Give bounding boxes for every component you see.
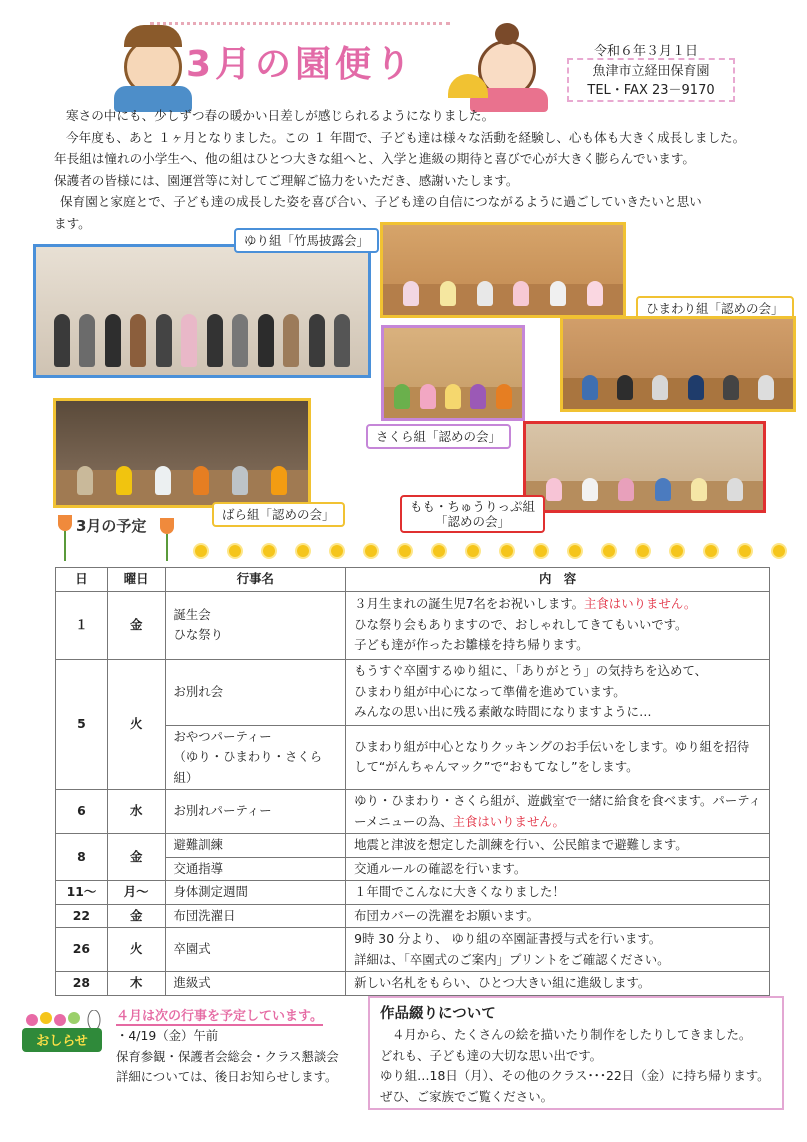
event-name: 誕生会 [173, 606, 211, 622]
row-weekday: 金 [107, 591, 165, 659]
row-weekday: 火 [107, 928, 165, 972]
school-name: 魚津市立経田保育園 [592, 64, 710, 79]
detail-text: 詳細は、「卒園式のご案内」プリントをご確認ください。 [354, 951, 670, 967]
header-decoration [150, 22, 450, 25]
intro-line: 寒さの中にも、少しずつ春の暖かい日差しが感じられるようになりました。 [66, 108, 495, 123]
row-detail [346, 659, 770, 725]
row-day: １ [56, 591, 108, 659]
row-day: 28 [56, 972, 108, 996]
detail-text: みんなの思い出に残る素敵な時間になりますように… [354, 704, 652, 720]
table-row [56, 904, 770, 928]
issue-date: 令和６年３月１日 [594, 44, 699, 59]
photo-himawari-top [380, 222, 626, 318]
detail-text: ーメニューの為、 [354, 813, 453, 829]
intro-line: 保護者の皆様には、園運営等に対してご理解ご協力をいただき、感謝いたします。 [54, 172, 519, 188]
row-day: 11～ [56, 881, 108, 905]
row-day: 8 [56, 834, 108, 881]
photo-sakura [381, 325, 525, 421]
notice-sign-label: おしらせ [36, 1034, 88, 1049]
detail-text: 子ども達が作ったお雛様を持ち帰ります。 [354, 637, 589, 653]
tulip-stem [64, 531, 66, 561]
photo-yuri-group [33, 244, 371, 378]
detail-text: 9時 30 分より、 ゆり組の卒園証書授与式を行います。 [354, 931, 662, 946]
row-weekday: 火 [107, 659, 165, 790]
row-event: 卒園式 [165, 928, 346, 972]
intro-text [54, 105, 784, 234]
event-name: ひな祭り [173, 627, 224, 642]
table-row [56, 790, 770, 834]
alert-text: 主食はいりません。 [452, 813, 565, 829]
detail-text: ひまわり組が中心となりクッキングのお手伝いをします。ゆり組を招待 [354, 738, 750, 754]
intro-line: 今年度も、あと １ヶ月となりました。この １ 年間で、子ども達は様々な活動を経験し、心も体も大きく成長しました。 [66, 129, 746, 145]
header-event: 行事名 [165, 568, 346, 592]
detail-text: ゆり・ひまわり・さくら組が、遊戯室で一緒に給食を食べます。パーティ [354, 793, 761, 808]
page-title: 3月の園便り [186, 44, 416, 85]
row-detail: 新しい名札をもらい、ひとつ大きい組に進級します。 [346, 972, 770, 996]
works-line: ぜひ、ご家族でご覧ください。 [380, 1088, 553, 1104]
dandelion-border [195, 545, 785, 557]
table-row [56, 972, 770, 996]
caption-himawari: ひまわり組「認めの会」 [636, 296, 794, 321]
header-weekday: 曜日 [107, 568, 165, 592]
row-event: 布団洗濯日 [165, 904, 346, 928]
row-weekday: 金 [107, 904, 165, 928]
schedule-table [55, 567, 770, 996]
works-line: どれも、子ども達の大切な思い出です。 [380, 1047, 603, 1063]
row-detail [346, 725, 770, 790]
table-row [56, 591, 770, 659]
row-detail: １年間でこんなに大きくなりました！ [346, 881, 770, 905]
works-box [368, 996, 784, 1110]
intro-line: ます。 [54, 215, 91, 231]
row-day: 5 [56, 659, 108, 790]
school-tel: TEL・FAX 23－9170 [587, 83, 715, 98]
row-event: 身体測定週間 [165, 881, 346, 905]
detail-text: ひまわり組が中心になって準備を進めています。 [354, 683, 626, 699]
row-event [165, 591, 346, 659]
header-day: 日 [56, 568, 108, 592]
table-row [56, 928, 770, 972]
row-event: 交通指導 [165, 857, 346, 881]
detail-text: もうすぐ卒園するゆり組に、「ありがとう」の気持ちを込めて、 [354, 663, 707, 679]
row-event: お別れ会 [165, 659, 346, 725]
row-detail: 交通ルールの確認を行います。 [346, 857, 770, 881]
notice-heading: ４月は次の行事を予定しています。 [116, 1005, 323, 1026]
header-detail: 内 容 [346, 568, 770, 592]
schedule-title: 3月の予定 [76, 517, 147, 535]
notice-line: 保育参観・保護者会総会・クラス懇談会 [116, 1048, 339, 1064]
table-row [56, 834, 770, 858]
event-name: （ゆり・ひまわり・さくら組） [173, 749, 323, 785]
caption-momo-tulip [400, 495, 545, 533]
school-info-box [567, 58, 735, 102]
event-name: おやつパーティー [173, 728, 272, 744]
row-weekday: 木 [107, 972, 165, 996]
row-detail [346, 790, 770, 834]
notice-line: 詳細については、後日お知らせします。 [116, 1069, 338, 1084]
row-detail: 布団カバーの洗濯をお願います。 [346, 904, 770, 928]
row-detail [346, 591, 770, 659]
caption-momo-line2: 「認めの会」 [435, 514, 511, 529]
row-event [165, 725, 346, 790]
notice-body [116, 1026, 339, 1088]
row-day: 6 [56, 790, 108, 834]
works-line: ゆり組…18日（月）、その他のクラス･･･22日（金）に持ち帰ります。 [380, 1068, 770, 1083]
caption-yuri: ゆり組「竹馬披露会」 [234, 228, 379, 253]
alert-text: 主食はいりません。 [584, 596, 697, 612]
detail-text: して“がんちゃんマック”で“おもてなし”をします。 [354, 759, 639, 775]
table-header-row [56, 568, 770, 592]
row-weekday: 水 [107, 790, 165, 834]
caption-sakura: さくら組「認めの会」 [366, 424, 511, 449]
intro-line: 保育園と家庭とで、子ども達の成長した姿を喜び合い、子ども達の自信につながるように過ごしていきたいと思い [60, 194, 702, 209]
photo-himawari [560, 316, 796, 412]
tulip-icon [160, 518, 174, 534]
notice-sign-icon [18, 1010, 108, 1056]
detail-text: ひな祭り会もありますので、おしゃれしてきてもいいです。 [354, 616, 688, 632]
notice-line: ・4/19（金）午前 [116, 1028, 219, 1043]
photo-bara [53, 398, 311, 508]
row-detail [346, 928, 770, 972]
photo-momo-tulip [523, 421, 766, 513]
row-weekday: 月～ [107, 881, 165, 905]
row-event: お別れパーティー [165, 790, 346, 834]
tulip-icon [58, 515, 72, 531]
works-line: ４月から、たくさんの絵を描いたり制作をしたりしてきました。 [392, 1027, 752, 1042]
detail-text: ３月生まれの誕生児7名をお祝いします。 [354, 596, 585, 612]
works-title: 作品綴りについて [380, 1006, 496, 1022]
row-weekday: 金 [107, 834, 165, 881]
caption-bara: ばら組「認めの会」 [212, 502, 345, 527]
row-event: 進級式 [165, 972, 346, 996]
intro-line: 年長組は憧れの小学生へ、他の組はひとつ大きな組へと、入学と進級の期待と喜びで心が大きく膨らんでいます。 [54, 151, 696, 166]
row-day: 22 [56, 904, 108, 928]
table-row [56, 659, 770, 725]
row-day: 26 [56, 928, 108, 972]
table-row [56, 881, 770, 905]
tulip-stem [166, 534, 168, 561]
caption-momo-line1: もも・ちゅうりっぷ組 [410, 499, 536, 514]
row-detail: 地震と津波を想定した訓練を行い、公民館まで避難します。 [346, 834, 770, 858]
row-event: 避難訓練 [165, 834, 346, 858]
